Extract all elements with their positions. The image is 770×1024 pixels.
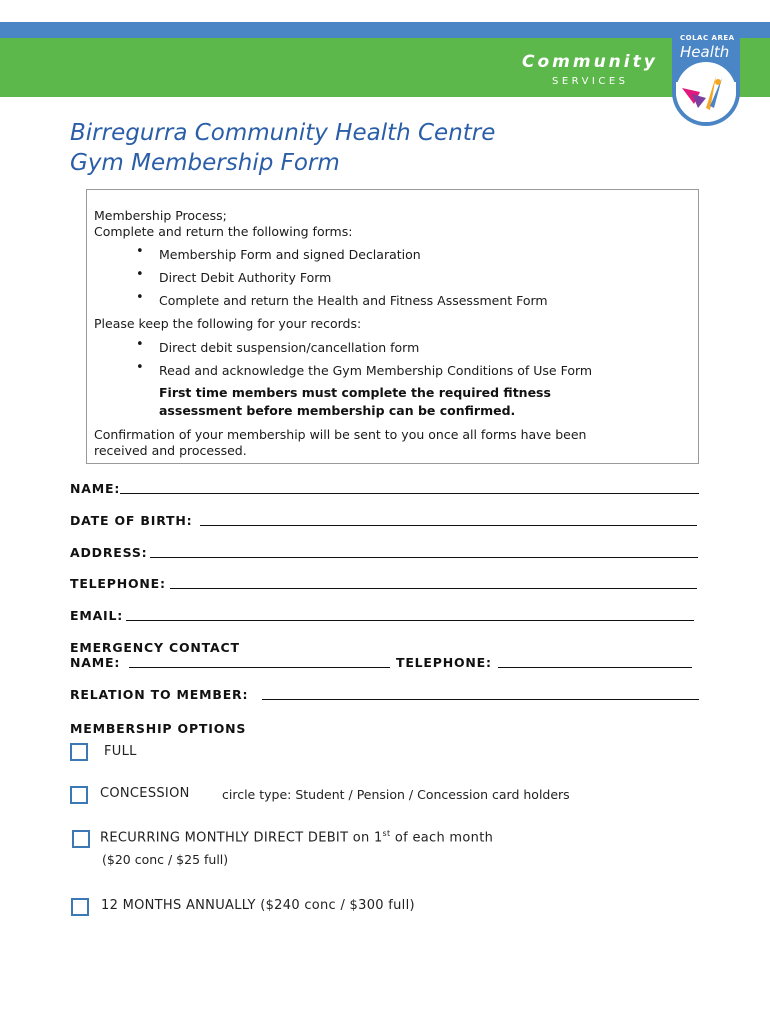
- bullet-icon: •: [136, 290, 144, 305]
- telephone-input-line[interactable]: [170, 588, 697, 589]
- return-item-2: Direct Debit Authority Form: [159, 270, 332, 285]
- recurring-label-post: of each month: [390, 830, 494, 846]
- page-title: [70, 118, 495, 178]
- header-top-strip-right: [740, 22, 770, 38]
- concession-note: circle type: Student / Pension / Concession card holders: [222, 787, 570, 802]
- dob-label: DATE OF BIRTH:: [70, 513, 193, 528]
- emergency-name-label: NAME:: [70, 655, 121, 670]
- process-intro-1: Membership Process;: [94, 208, 227, 223]
- address-input-line[interactable]: [150, 557, 698, 558]
- header-top-strip: [0, 22, 672, 38]
- confirmation-line-2: received and processed.: [94, 443, 247, 458]
- keep-item-1: Direct debit suspension/cancellation form: [159, 340, 420, 355]
- name-input-line[interactable]: [120, 493, 699, 494]
- bullet-icon: •: [136, 267, 144, 282]
- bullet-icon: •: [136, 244, 144, 259]
- return-item-3: Complete and return the Health and Fitness Assessment Form: [159, 293, 548, 308]
- recurring-label: [100, 829, 493, 845]
- name-label: NAME:: [70, 481, 121, 496]
- relation-input-line[interactable]: [262, 699, 699, 700]
- emergency-telephone-input-line[interactable]: [498, 667, 692, 668]
- full-checkbox[interactable]: [70, 743, 88, 761]
- bullet-icon: •: [136, 360, 144, 375]
- address-label: ADDRESS:: [70, 545, 148, 560]
- logo-text-big: Health: [680, 43, 730, 61]
- logo-text-small: COLAC AREA: [680, 34, 735, 42]
- telephone-label: TELEPHONE:: [70, 576, 166, 591]
- keep-intro: Please keep the following for your records:: [94, 316, 362, 331]
- title-line-1: Birregurra Community Health Centre: [70, 120, 496, 146]
- annual-checkbox[interactable]: [71, 898, 89, 916]
- brand-title: Community: [522, 52, 658, 72]
- email-label: EMAIL:: [70, 608, 124, 623]
- relation-label: RELATION TO MEMBER:: [70, 687, 249, 702]
- recurring-checkbox[interactable]: [72, 830, 90, 848]
- dob-input-line[interactable]: [200, 525, 697, 526]
- keep-item-2: Read and acknowledge the Gym Membership Conditions of Use Form: [159, 363, 593, 378]
- title-line-2: Gym Membership Form: [70, 150, 340, 176]
- full-label: FULL: [104, 744, 137, 759]
- recurring-price: ($20 conc / $25 full): [102, 852, 229, 867]
- concession-checkbox[interactable]: [70, 786, 88, 804]
- emergency-name-input-line[interactable]: [129, 667, 390, 668]
- brand-subtitle: SERVICES: [552, 76, 629, 87]
- confirmation-line-1: Confirmation of your membership will be sent to you once all forms have been: [94, 427, 587, 442]
- bullet-icon: •: [136, 337, 144, 352]
- return-item-1: Membership Form and signed Declaration: [159, 247, 421, 262]
- recurring-label-sup: st: [382, 829, 391, 838]
- email-input-line[interactable]: [126, 620, 694, 621]
- membership-options-heading: MEMBERSHIP OPTIONS: [70, 721, 247, 736]
- emergency-telephone-label: TELEPHONE:: [396, 655, 492, 670]
- fitness-note-line-2: assessment before membership can be confirmed.: [159, 403, 516, 418]
- annual-label: 12 MONTHS ANNUALLY ($240 conc / $300 full): [101, 898, 415, 913]
- emergency-contact-heading: EMERGENCY CONTACT: [70, 640, 240, 655]
- process-intro-2: Complete and return the following forms:: [94, 224, 353, 239]
- recurring-label-pre: RECURRING MONTHLY DIRECT DEBIT on 1: [100, 830, 383, 846]
- fitness-note-line-1: First time members must complete the required fitness: [159, 385, 551, 400]
- concession-label: CONCESSION: [100, 786, 190, 801]
